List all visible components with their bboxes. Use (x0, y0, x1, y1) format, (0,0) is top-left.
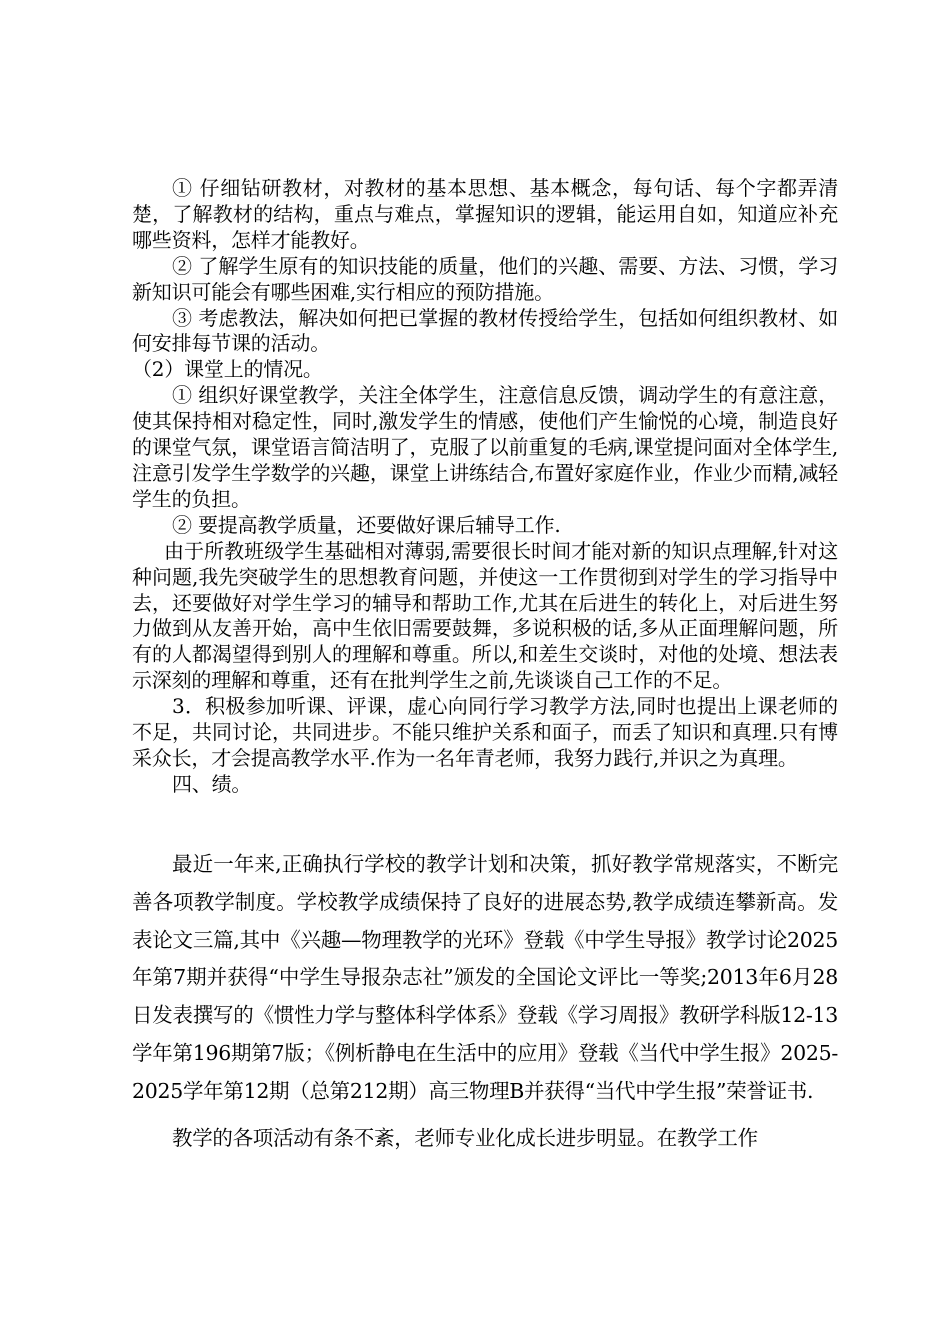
paragraph-teaching-methods: ③ 考虑教法，解决如何把已掌握的教材传授给学生，包括如何组织教材、如何安排每节课的活动。 (132, 305, 838, 356)
paragraph-classroom-teaching: ① 组织好课堂教学，关注全体学生，注意信息反馈，调动学生的有意注意，使其保持相对稳定性，同时,激发学生的情感，使他们产生愉悦的心境，制造良好的课堂气氛，课堂语言简洁明了，克服了以前重复的毛病,课堂提问面对全体学生,注意引发学生学数学的兴趣，课堂上讲练结合,布置好家庭作业，作业少而精,减轻学生的负担。 (132, 383, 838, 511)
paragraph-achievements: 最近一年来,正确执行学校的教学计划和决策，抓好教学常规落实，不断完善各项教学制度。学校教学成绩保持了良好的进展态势,教学成绩连攀新高。发表论文三篇,其中《兴趣—物理教学的光环》登载《中学生导报》教学讨论2025年第7期并获得“中学生导报杂志社”颁发的全国论文评比一等奖;2013年6月28日发表撰写的《惯性力学与整体科学体系》登载《学习周报》教研学科版12-13学年第196期第7版；《例析静电在生活中的应用》登载《当代中学生报》2025-2025学年第12期（总第212期）高三物理B并获得“当代中学生报”荣誉证书. (132, 852, 838, 1103)
paragraph-teacher-growth: 教学的各项活动有条不紊，老师专业化成长进步明显。在教学工作 (172, 1125, 758, 1150)
paragraph-lesson-observation: 3．积极参加听课、评课，虚心向同行学习教学方法,同时也提出上课老师的不足，共同讨论，共同进步。不能只维护关系和面子，而丢了知识和真理.只有博采众长，才会提高教学水平.作为一名年青老师，我努力践行,并识之为真理。 (132, 694, 838, 770)
paragraph-weak-students: 由于所教班级学生基础相对薄弱,需要很长时间才能对新的知识点理解,针对这种问题,我先突破学生的思想教育问题，并使这一工作贯彻到对学生的学习指导中去，还要做好对学生学习的辅导和帮助工作,尤其在后进生的转化上，对后进生努力做到从友善开始，高中生依旧需要鼓舞，多说积极的话,多从正面理解问题，所有的人都渴望得到别人的理解和尊重。所以,和差生交谈时，对他的处境、想法表示深刻的理解和尊重，还有在批判学生之前,先谈谈自己工作的不足。 (132, 538, 838, 693)
body-text-lower (132, 846, 838, 1157)
section-heading-achievements: 四、绩。 (172, 771, 252, 796)
section-heading-classroom: （2）课堂上的情况。 (132, 357, 323, 382)
paragraph-understand-students: ② 了解学生原有的知识技能的质量，他们的兴趣、需要、方法、习惯，学习新知识可能会有哪些困难,实行相应的预防措施。 (132, 253, 838, 304)
paragraph-after-class-tutoring: ② 要提高教学质量，还要做好课后辅导工作. (172, 512, 561, 537)
body-text-upper (132, 176, 838, 798)
paragraph-study-textbook: ① 仔细钻研教材，对教材的基本思想、基本概念，每句话、每个字都弄清楚，了解教材的结构，重点与难点，掌握知识的逻辑，能运用自如，知道应补充哪些资料，怎样才能教好。 (132, 176, 838, 252)
